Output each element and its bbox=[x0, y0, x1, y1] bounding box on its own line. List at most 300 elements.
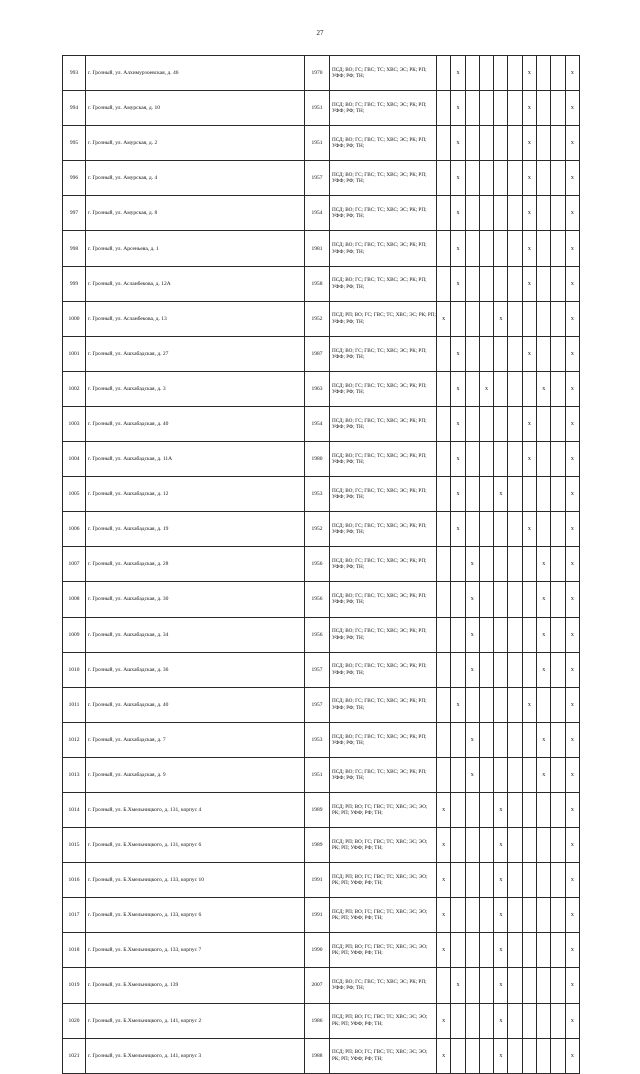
address-cell: г. Грозный, ул. Б.Хмельницкого, д. 133, корпус 6 bbox=[86, 898, 305, 933]
mark-cell bbox=[551, 231, 565, 266]
table-row bbox=[63, 687, 580, 722]
mark-cell bbox=[522, 301, 536, 336]
mark-cell: x bbox=[565, 406, 579, 441]
mark-cell bbox=[451, 722, 465, 757]
mark-cell bbox=[551, 757, 565, 792]
mark-cell: x bbox=[565, 512, 579, 547]
mark-cell bbox=[551, 547, 565, 582]
mark-cell bbox=[551, 56, 565, 91]
services-cell: ПСД; РП; ВО; ГС; ГВС; ТС; ХВС; ЭС; ЭО; РК; РП; УФФ; РФ; ТН; bbox=[330, 1038, 437, 1073]
year-built-cell: 1954 bbox=[305, 196, 330, 231]
mark-cell bbox=[465, 477, 479, 512]
mark-cell bbox=[551, 371, 565, 406]
row-number-cell: 1013 bbox=[63, 757, 86, 792]
mark-cell bbox=[508, 91, 522, 126]
year-built-cell: 2007 bbox=[305, 968, 330, 1003]
mark-cell bbox=[522, 652, 536, 687]
row-number-cell: 1009 bbox=[63, 617, 86, 652]
table-row bbox=[63, 512, 580, 547]
mark-cell bbox=[479, 56, 493, 91]
year-built-cell: 1956 bbox=[305, 547, 330, 582]
mark-cell bbox=[494, 126, 508, 161]
mark-cell bbox=[479, 792, 493, 827]
mark-cell: x bbox=[437, 1038, 451, 1073]
mark-cell bbox=[465, 336, 479, 371]
mark-cell bbox=[537, 477, 551, 512]
mark-cell bbox=[551, 722, 565, 757]
mark-cell bbox=[479, 652, 493, 687]
mark-cell bbox=[508, 933, 522, 968]
year-built-cell: 1989 bbox=[305, 792, 330, 827]
mark-cell: x bbox=[451, 231, 465, 266]
mark-cell bbox=[479, 968, 493, 1003]
row-number-cell: 1000 bbox=[63, 301, 86, 336]
row-number-cell: 1010 bbox=[63, 652, 86, 687]
mark-cell: x bbox=[494, 792, 508, 827]
mark-cell bbox=[451, 863, 465, 898]
mark-cell bbox=[479, 196, 493, 231]
mark-cell: x bbox=[565, 933, 579, 968]
mark-cell bbox=[437, 336, 451, 371]
services-cell: ПСД; ВО; ГС; ГВС; ТС; ХВС; ЭС; РК; РП; УФФ; РФ; ТН; bbox=[330, 582, 437, 617]
mark-cell bbox=[437, 652, 451, 687]
mark-cell: x bbox=[522, 266, 536, 301]
mark-cell: x bbox=[565, 56, 579, 91]
table-row bbox=[63, 196, 580, 231]
year-built-cell: 1958 bbox=[305, 266, 330, 301]
mark-cell bbox=[451, 582, 465, 617]
address-cell: г. Грозный, ул. Ашхабадская, д. 9 bbox=[86, 757, 305, 792]
table-row bbox=[63, 652, 580, 687]
address-cell: г. Грозный, ул. Амурская, д. 10 bbox=[86, 91, 305, 126]
mark-cell bbox=[508, 336, 522, 371]
mark-cell bbox=[551, 336, 565, 371]
mark-cell bbox=[465, 687, 479, 722]
mark-cell: x bbox=[565, 863, 579, 898]
mark-cell bbox=[494, 547, 508, 582]
mark-cell bbox=[508, 266, 522, 301]
mark-cell: x bbox=[522, 161, 536, 196]
mark-cell bbox=[437, 477, 451, 512]
mark-cell: x bbox=[494, 863, 508, 898]
mark-cell: x bbox=[565, 722, 579, 757]
mark-cell bbox=[451, 547, 465, 582]
mark-cell bbox=[451, 792, 465, 827]
mark-cell: x bbox=[565, 968, 579, 1003]
mark-cell: x bbox=[565, 687, 579, 722]
mark-cell: x bbox=[522, 56, 536, 91]
mark-cell bbox=[465, 161, 479, 196]
mark-cell bbox=[479, 722, 493, 757]
mark-cell bbox=[537, 161, 551, 196]
table-row bbox=[63, 56, 580, 91]
mark-cell bbox=[508, 406, 522, 441]
year-built-cell: 1952 bbox=[305, 512, 330, 547]
mark-cell bbox=[437, 617, 451, 652]
mark-cell bbox=[451, 898, 465, 933]
mark-cell bbox=[537, 231, 551, 266]
mark-cell: x bbox=[451, 406, 465, 441]
table-row bbox=[63, 617, 580, 652]
mark-cell: x bbox=[565, 301, 579, 336]
mark-cell bbox=[522, 863, 536, 898]
table-row bbox=[63, 126, 580, 161]
mark-cell bbox=[437, 757, 451, 792]
year-built-cell: 1991 bbox=[305, 863, 330, 898]
mark-cell: x bbox=[537, 582, 551, 617]
mark-cell bbox=[494, 161, 508, 196]
services-cell: ПСД; ВО; ГС; ГВС; ТС; ХВС; ЭС; РК; РП; УФФ; РФ; ТН; bbox=[330, 266, 437, 301]
mark-cell bbox=[451, 828, 465, 863]
services-cell: ПСД; ВО; ГС; ГВС; ТС; ХВС; ЭС; РК; РП; УФФ; РФ; ТН; bbox=[330, 722, 437, 757]
mark-cell bbox=[508, 898, 522, 933]
mark-cell bbox=[522, 722, 536, 757]
mark-cell: x bbox=[451, 687, 465, 722]
mark-cell bbox=[465, 126, 479, 161]
mark-cell bbox=[437, 687, 451, 722]
row-number-cell: 1016 bbox=[63, 863, 86, 898]
mark-cell bbox=[508, 371, 522, 406]
mark-cell bbox=[508, 722, 522, 757]
table-row bbox=[63, 91, 580, 126]
mark-cell bbox=[465, 512, 479, 547]
mark-cell: x bbox=[522, 91, 536, 126]
mark-cell bbox=[537, 512, 551, 547]
services-cell: ПСД; ВО; ГС; ГВС; ТС; ХВС; ЭС; РК; РП; УФФ; РФ; ТН; bbox=[330, 91, 437, 126]
mark-cell bbox=[537, 968, 551, 1003]
mark-cell bbox=[479, 898, 493, 933]
year-built-cell: 1988 bbox=[305, 1038, 330, 1073]
mark-cell bbox=[437, 371, 451, 406]
table-row bbox=[63, 792, 580, 827]
mark-cell bbox=[537, 828, 551, 863]
row-number-cell: 997 bbox=[63, 196, 86, 231]
mark-cell bbox=[494, 231, 508, 266]
services-cell: ПСД; ВО; ГС; ГВС; ТС; ХВС; ЭС; РК; РП; УФФ; РФ; ТН; bbox=[330, 442, 437, 477]
mark-cell bbox=[437, 442, 451, 477]
mark-cell bbox=[479, 91, 493, 126]
services-cell: ПСД; ВО; ГС; ГВС; ТС; ХВС; ЭС; РК; РП; УФФ; РФ; ТН; bbox=[330, 126, 437, 161]
mark-cell: x bbox=[565, 371, 579, 406]
table-row bbox=[63, 371, 580, 406]
mark-cell: x bbox=[451, 196, 465, 231]
services-cell: ПСД; ВО; ГС; ГВС; ТС; ХВС; ЭС; РК; РП; УФФ; РФ; ТН; bbox=[330, 406, 437, 441]
mark-cell bbox=[551, 126, 565, 161]
mark-cell: x bbox=[565, 792, 579, 827]
address-cell: г. Грозный, ул. Ашхабадская, д. 12 bbox=[86, 477, 305, 512]
mark-cell bbox=[537, 1003, 551, 1038]
mark-cell bbox=[522, 477, 536, 512]
mark-cell: x bbox=[494, 933, 508, 968]
table-row bbox=[63, 898, 580, 933]
mark-cell bbox=[537, 126, 551, 161]
mark-cell bbox=[537, 91, 551, 126]
mark-cell: x bbox=[451, 336, 465, 371]
mark-cell bbox=[465, 91, 479, 126]
mark-cell bbox=[465, 231, 479, 266]
mark-cell: x bbox=[451, 56, 465, 91]
housing-registry-table bbox=[62, 55, 580, 1074]
year-built-cell: 1986 bbox=[305, 1003, 330, 1038]
mark-cell bbox=[522, 1038, 536, 1073]
mark-cell: x bbox=[451, 371, 465, 406]
year-built-cell: 1970 bbox=[305, 56, 330, 91]
mark-cell bbox=[522, 547, 536, 582]
mark-cell: x bbox=[465, 722, 479, 757]
mark-cell bbox=[479, 406, 493, 441]
services-cell: ПСД; ВО; ГС; ГВС; ТС; ХВС; ЭС; РК; РП; УФФ; РФ; ТН; bbox=[330, 687, 437, 722]
mark-cell bbox=[465, 442, 479, 477]
mark-cell: x bbox=[494, 1003, 508, 1038]
mark-cell bbox=[508, 126, 522, 161]
mark-cell bbox=[551, 933, 565, 968]
table-row bbox=[63, 301, 580, 336]
mark-cell bbox=[508, 582, 522, 617]
mark-cell bbox=[551, 898, 565, 933]
mark-cell bbox=[437, 161, 451, 196]
row-number-cell: 1005 bbox=[63, 477, 86, 512]
mark-cell bbox=[508, 1003, 522, 1038]
mark-cell: x bbox=[437, 933, 451, 968]
mark-cell bbox=[437, 231, 451, 266]
address-cell: г. Грозный, ул. Амурская, д. 2 bbox=[86, 126, 305, 161]
mark-cell: x bbox=[522, 406, 536, 441]
mark-cell: x bbox=[522, 196, 536, 231]
mark-cell bbox=[522, 968, 536, 1003]
mark-cell bbox=[465, 56, 479, 91]
address-cell: г. Грозный, ул. Ашхабадская, д. 28 bbox=[86, 547, 305, 582]
table-row bbox=[63, 406, 580, 441]
mark-cell bbox=[451, 933, 465, 968]
mark-cell bbox=[551, 792, 565, 827]
mark-cell bbox=[437, 512, 451, 547]
services-cell: ПСД; ВО; ГС; ГВС; ТС; ХВС; ЭС; РК; РП; УФФ; РФ; ТН; bbox=[330, 231, 437, 266]
mark-cell: x bbox=[565, 266, 579, 301]
table-row bbox=[63, 336, 580, 371]
row-number-cell: 996 bbox=[63, 161, 86, 196]
mark-cell bbox=[522, 757, 536, 792]
mark-cell bbox=[479, 126, 493, 161]
mark-cell bbox=[537, 196, 551, 231]
mark-cell bbox=[479, 757, 493, 792]
mark-cell bbox=[551, 266, 565, 301]
mark-cell bbox=[537, 792, 551, 827]
mark-cell bbox=[465, 968, 479, 1003]
address-cell: г. Грозный, ул. Амурская, д. 8 bbox=[86, 196, 305, 231]
mark-cell bbox=[508, 757, 522, 792]
address-cell: г. Грозный, ул. Асланбекова, д. 13 bbox=[86, 301, 305, 336]
year-built-cell: 1957 bbox=[305, 687, 330, 722]
mark-cell bbox=[551, 617, 565, 652]
mark-cell bbox=[522, 898, 536, 933]
mark-cell: x bbox=[537, 652, 551, 687]
mark-cell: x bbox=[451, 477, 465, 512]
mark-cell bbox=[494, 91, 508, 126]
row-number-cell: 1004 bbox=[63, 442, 86, 477]
mark-cell: x bbox=[565, 828, 579, 863]
year-built-cell: 1957 bbox=[305, 161, 330, 196]
services-cell: ПСД; РП; ВО; ГС; ГВС; ТС; ХВС; ЭС; ЭО; РК; РП; УФФ; РФ; ТН; bbox=[330, 1003, 437, 1038]
mark-cell: x bbox=[565, 336, 579, 371]
row-number-cell: 1018 bbox=[63, 933, 86, 968]
mark-cell: x bbox=[437, 301, 451, 336]
table-row bbox=[63, 231, 580, 266]
row-number-cell: 1019 bbox=[63, 968, 86, 1003]
mark-cell: x bbox=[565, 582, 579, 617]
mark-cell bbox=[537, 1038, 551, 1073]
year-built-cell: 1956 bbox=[305, 617, 330, 652]
mark-cell bbox=[479, 477, 493, 512]
mark-cell bbox=[437, 722, 451, 757]
services-cell: ПСД; ВО; ГС; ГВС; ТС; ХВС; ЭС; РК; РП; УФФ; РФ; ТН; bbox=[330, 336, 437, 371]
mark-cell bbox=[479, 547, 493, 582]
mark-cell: x bbox=[465, 617, 479, 652]
mark-cell bbox=[508, 687, 522, 722]
mark-cell bbox=[508, 512, 522, 547]
mark-cell bbox=[479, 231, 493, 266]
row-number-cell: 1014 bbox=[63, 792, 86, 827]
mark-cell bbox=[465, 196, 479, 231]
table-row bbox=[63, 1038, 580, 1073]
mark-cell: x bbox=[565, 1003, 579, 1038]
mark-cell bbox=[451, 652, 465, 687]
mark-cell: x bbox=[565, 477, 579, 512]
year-built-cell: 1980 bbox=[305, 442, 330, 477]
mark-cell: x bbox=[522, 126, 536, 161]
mark-cell bbox=[537, 301, 551, 336]
mark-cell bbox=[479, 301, 493, 336]
mark-cell: x bbox=[537, 547, 551, 582]
mark-cell: x bbox=[451, 126, 465, 161]
mark-cell bbox=[537, 266, 551, 301]
mark-cell: x bbox=[537, 757, 551, 792]
mark-cell: x bbox=[494, 968, 508, 1003]
mark-cell bbox=[437, 126, 451, 161]
year-built-cell: 1989 bbox=[305, 828, 330, 863]
mark-cell bbox=[494, 406, 508, 441]
mark-cell bbox=[537, 933, 551, 968]
mark-cell bbox=[551, 1038, 565, 1073]
mark-cell bbox=[465, 933, 479, 968]
table-row bbox=[63, 757, 580, 792]
mark-cell: x bbox=[494, 477, 508, 512]
table-row bbox=[63, 722, 580, 757]
mark-cell bbox=[537, 336, 551, 371]
mark-cell bbox=[508, 968, 522, 1003]
year-built-cell: 1987 bbox=[305, 336, 330, 371]
mark-cell: x bbox=[537, 617, 551, 652]
mark-cell bbox=[479, 582, 493, 617]
mark-cell bbox=[451, 301, 465, 336]
year-built-cell: 1951 bbox=[305, 757, 330, 792]
mark-cell bbox=[437, 91, 451, 126]
mark-cell: x bbox=[537, 722, 551, 757]
mark-cell bbox=[465, 1003, 479, 1038]
address-cell: г. Грозный, ул. Ашхабадская, д. 7 bbox=[86, 722, 305, 757]
mark-cell bbox=[551, 863, 565, 898]
mark-cell: x bbox=[522, 231, 536, 266]
address-cell: г. Грозный, ул. Асланбекова, д. 12А bbox=[86, 266, 305, 301]
mark-cell bbox=[465, 863, 479, 898]
address-cell: г. Грозный, ул. Ашхабадская, д. 34 bbox=[86, 617, 305, 652]
address-cell: г. Грозный, ул. Ашхабадская, д. 40 bbox=[86, 687, 305, 722]
mark-cell bbox=[508, 1038, 522, 1073]
services-cell: ПСД; ВО; ГС; ГВС; ТС; ХВС; ЭС; РК; РП; УФФ; РФ; ТН; bbox=[330, 196, 437, 231]
table-body bbox=[63, 56, 580, 1074]
mark-cell bbox=[508, 477, 522, 512]
table-row bbox=[63, 161, 580, 196]
address-cell: г. Грозный, ул. Арсеньева, д. 1 bbox=[86, 231, 305, 266]
mark-cell bbox=[537, 898, 551, 933]
services-cell: ПСД; ВО; ГС; ГВС; ТС; ХВС; ЭС; РК; РП; УФФ; РФ; ТН; bbox=[330, 617, 437, 652]
table-row bbox=[63, 828, 580, 863]
mark-cell: x bbox=[565, 757, 579, 792]
address-cell: г. Грозный, ул. Б.Хмельницкого, д. 131, корпус 6 bbox=[86, 828, 305, 863]
table-row bbox=[63, 1003, 580, 1038]
row-number-cell: 1003 bbox=[63, 406, 86, 441]
mark-cell: x bbox=[437, 863, 451, 898]
mark-cell: x bbox=[565, 617, 579, 652]
year-built-cell: 1963 bbox=[305, 371, 330, 406]
mark-cell bbox=[494, 371, 508, 406]
table-row bbox=[63, 933, 580, 968]
address-cell: г. Грозный, ул. Ашхабадская, д. 30 bbox=[86, 582, 305, 617]
mark-cell bbox=[437, 582, 451, 617]
row-number-cell: 1008 bbox=[63, 582, 86, 617]
mark-cell bbox=[494, 336, 508, 371]
row-number-cell: 1020 bbox=[63, 1003, 86, 1038]
mark-cell bbox=[551, 652, 565, 687]
mark-cell: x bbox=[437, 792, 451, 827]
services-cell: ПСД; РП; ВО; ГС; ГВС; ТС; ХВС; ЭС; ЭО; РК; РП; УФФ; РФ; ТН; bbox=[330, 828, 437, 863]
mark-cell: x bbox=[565, 652, 579, 687]
mark-cell: x bbox=[565, 1038, 579, 1073]
mark-cell: x bbox=[465, 757, 479, 792]
mark-cell bbox=[522, 1003, 536, 1038]
mark-cell: x bbox=[451, 968, 465, 1003]
mark-cell bbox=[451, 617, 465, 652]
row-number-cell: 1021 bbox=[63, 1038, 86, 1073]
row-number-cell: 993 bbox=[63, 56, 86, 91]
mark-cell: x bbox=[451, 442, 465, 477]
mark-cell bbox=[551, 442, 565, 477]
year-built-cell: 1957 bbox=[305, 652, 330, 687]
row-number-cell: 995 bbox=[63, 126, 86, 161]
mark-cell bbox=[465, 301, 479, 336]
table-row bbox=[63, 266, 580, 301]
mark-cell bbox=[551, 968, 565, 1003]
row-number-cell: 994 bbox=[63, 91, 86, 126]
page-number: 27 bbox=[316, 29, 324, 37]
services-cell: ПСД; РП; ВО; ГС; ГВС; ТС; ХВС; ЭС; ЭО; РК; РП; УФФ; РФ; ТН; bbox=[330, 933, 437, 968]
mark-cell bbox=[537, 406, 551, 441]
mark-cell bbox=[508, 442, 522, 477]
table-row bbox=[63, 863, 580, 898]
address-cell: г. Грозный, ул. Б.Хмельницкого, д. 139 bbox=[86, 968, 305, 1003]
mark-cell bbox=[479, 617, 493, 652]
mark-cell bbox=[494, 582, 508, 617]
mark-cell bbox=[465, 406, 479, 441]
mark-cell bbox=[465, 371, 479, 406]
mark-cell: x bbox=[565, 547, 579, 582]
mark-cell bbox=[537, 863, 551, 898]
mark-cell: x bbox=[565, 231, 579, 266]
address-cell: г. Грозный, ул. Б.Хмельницкого, д. 133, корпус 7 bbox=[86, 933, 305, 968]
mark-cell: x bbox=[565, 442, 579, 477]
mark-cell bbox=[494, 442, 508, 477]
services-cell: ПСД; ВО; ГС; ГВС; ТС; ХВС; ЭС; РК; РП; УФФ; РФ; ТН; bbox=[330, 56, 437, 91]
mark-cell bbox=[437, 196, 451, 231]
